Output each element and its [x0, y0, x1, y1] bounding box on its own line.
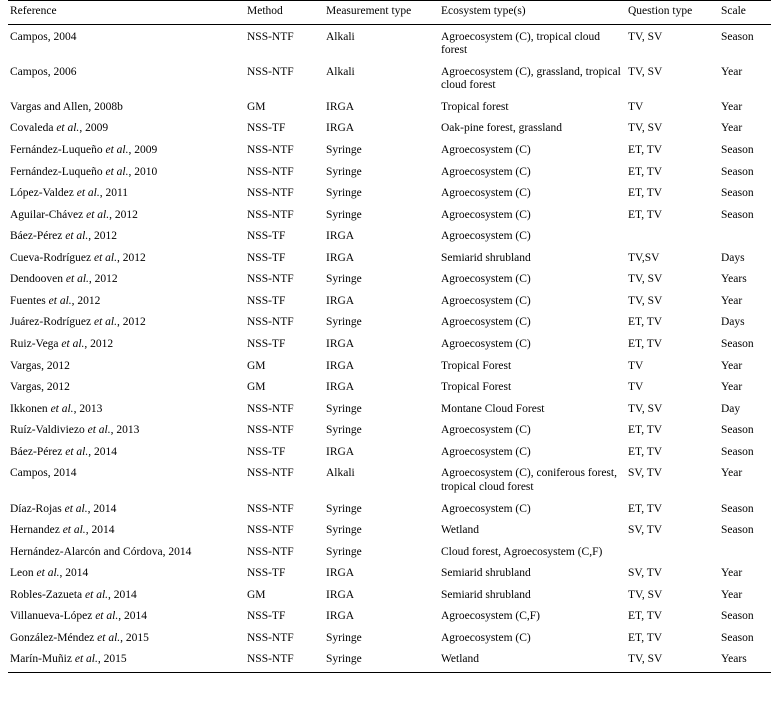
cell-method: NSS-NTF [247, 208, 294, 221]
table-row [8, 162, 771, 184]
reference-author: Hernandez [10, 524, 63, 537]
cell-question-type: TV, SV [628, 122, 663, 135]
cell-scale: Season [721, 445, 754, 458]
reference-etal: et al. [105, 165, 129, 178]
cell-scale: Year [721, 567, 743, 580]
cell-question-type: ET, TV [628, 165, 663, 178]
cell-ecosystem-type: Agroecosystem (C) [441, 230, 531, 243]
reference-year: , 2014 [87, 502, 117, 515]
reference-year: , 2012 [88, 230, 117, 243]
cell-question-type: TV [628, 381, 644, 394]
column-header-ecosystem-type: Ecosystem type(s) [439, 1, 626, 25]
table-row [8, 520, 771, 542]
cell-scale [719, 542, 771, 564]
reference-year: , 2012 [109, 208, 138, 221]
cell-scale: Years [719, 649, 771, 672]
cell-reference [8, 312, 245, 334]
cell-measurement-type: IRGA [326, 122, 355, 135]
table-body [8, 24, 771, 672]
cell-scale: Days [721, 316, 745, 329]
cell-reference [8, 140, 245, 162]
cell-reference [8, 183, 245, 205]
cell-method: NSS-NTF [247, 143, 294, 156]
cell-scale: Season [721, 424, 754, 437]
cell-method: NSS-NTF [247, 273, 294, 286]
cell-measurement-type: IRGA [326, 588, 355, 601]
cell-question-type: ET, TV [628, 143, 663, 156]
cell-reference [8, 62, 245, 97]
reference-year: , 2009 [79, 122, 109, 135]
table-header-row [8, 1, 771, 25]
cell-ecosystem-type: Agroecosystem (C,F) [441, 610, 541, 623]
reference-author: Vargas and Allen, 2008b [10, 100, 123, 113]
cell-ecosystem-type: Wetland [441, 524, 480, 537]
cell-question-type: TV, SV [628, 273, 663, 286]
table-row [8, 24, 771, 62]
reference-author: Báez-Pérez [10, 230, 66, 243]
cell-ecosystem-type: Tropical Forest [441, 381, 512, 394]
cell-ecosystem-type: Agroecosystem (C) [441, 273, 531, 286]
reference-author: Báez-Pérez [10, 445, 66, 458]
cell-scale: Season [721, 524, 754, 537]
reference-year: , 2012 [71, 294, 101, 307]
reference-etal: et al. [36, 567, 60, 580]
cell-reference [8, 97, 245, 119]
cell-ecosystem-type: Wetland [439, 649, 626, 672]
cell-reference [8, 442, 245, 464]
cell-measurement-type: Syringe [326, 165, 362, 178]
cell-scale: Season [721, 208, 754, 221]
cell-reference [8, 118, 245, 140]
reference-year: , 2015 [120, 631, 149, 644]
cell-reference [8, 334, 245, 356]
table-row [8, 420, 771, 442]
cell-scale: Day [721, 402, 741, 415]
cell-question-type: SV, TV [628, 467, 663, 480]
cell-scale: Year [721, 467, 743, 480]
column-header-scale: Scale [719, 1, 771, 25]
reference-etal: et al. [87, 424, 111, 437]
reference-etal: et al. [65, 273, 89, 286]
cell-measurement-type: IRGA [326, 445, 355, 458]
cell-question-type: TV, SV [628, 65, 663, 78]
reference-author: Dendooven [10, 273, 66, 286]
cell-scale: Season [721, 502, 754, 515]
table-row [8, 356, 771, 378]
cell-ecosystem-type: Montane Cloud Forest [441, 402, 545, 415]
cell-measurement-type: Syringe [326, 208, 362, 221]
cell-measurement-type: Syringe [326, 273, 362, 286]
cell-reference [8, 377, 245, 399]
cell-ecosystem-type: Agroecosystem (C) [441, 502, 531, 515]
cell-scale: Season [721, 165, 754, 178]
cell-ecosystem-type: Agroecosystem (C), coniferous forest, tropical cloud forest [441, 467, 617, 493]
cell-ecosystem-type: Cloud forest, Agroecosystem (C,F) [441, 545, 603, 558]
cell-measurement-type: Syringe [326, 187, 362, 200]
reference-year: , 2012 [117, 251, 146, 264]
cell-method: NSS-NTF [245, 649, 324, 672]
cell-measurement-type: Syringe [326, 424, 362, 437]
cell-question-type: ET, TV [628, 338, 663, 350]
cell-reference [8, 606, 245, 628]
cell-measurement-type: Syringe [324, 649, 439, 672]
cell-question-type: ET, TV [628, 208, 663, 221]
reference-author: López-Valdez [10, 187, 77, 200]
reference-author: Campos, 2004 [10, 30, 77, 43]
reference-etal: et al. [97, 631, 121, 644]
cell-reference [8, 226, 245, 248]
reference-author: González-Méndez [10, 631, 98, 644]
reference-etal: et al. [105, 143, 129, 156]
cell-method: NSS-TF [247, 294, 286, 307]
reference-etal: et al. [65, 445, 89, 458]
table-row [8, 334, 771, 356]
cell-ecosystem-type: Agroecosystem (C), tropical cloud forest [441, 30, 601, 57]
cell-scale: Season [721, 30, 754, 43]
cell-reference [8, 356, 245, 378]
cell-measurement-type: IRGA [326, 230, 355, 243]
cell-measurement-type: IRGA [326, 251, 355, 264]
cell-measurement-type: Syringe [326, 316, 362, 329]
cell-measurement-type: IRGA [326, 338, 355, 350]
cell-reference [8, 269, 245, 291]
reference-year: , 2014 [118, 610, 147, 623]
reference-author: Ikkonen [10, 402, 51, 415]
cell-scale: Season [721, 631, 754, 644]
cell-measurement-type: IRGA [326, 100, 355, 113]
reference-etal: et al. [85, 588, 109, 601]
cell-ecosystem-type: Agroecosystem (C) [441, 294, 531, 307]
reference-author: Robles-Zazueta [10, 588, 86, 601]
cell-scale: Year [721, 294, 743, 307]
cell-measurement-type: IRGA [326, 294, 355, 307]
column-header-method: Method [245, 1, 324, 25]
cell-method: GM [247, 359, 266, 372]
cell-measurement-type: Syringe [326, 524, 362, 537]
cell-method: NSS-TF [247, 230, 286, 243]
reference-etal: et al. [65, 230, 89, 243]
cell-method: NSS-TF [247, 338, 286, 350]
column-header-reference: Reference [8, 1, 245, 25]
reference-etal: et al. [86, 208, 110, 221]
reference-year: , 2014 [108, 588, 137, 601]
cell-ecosystem-type: Agroecosystem (C) [441, 445, 531, 458]
cell-method: NSS-NTF [247, 502, 294, 515]
cell-reference [8, 585, 245, 607]
table-row [8, 118, 771, 140]
cell-scale: Year [721, 65, 743, 78]
cell-method: GM [247, 381, 266, 394]
cell-measurement-type: Syringe [326, 545, 362, 558]
reference-etal: et al. [76, 187, 100, 200]
cell-reference [8, 563, 245, 585]
reference-year: , 2013 [73, 402, 103, 415]
table-header [8, 1, 771, 25]
cell-question-type [626, 542, 719, 564]
cell-method: NSS-TF [247, 122, 286, 135]
reference-etal: et al. [95, 610, 119, 623]
cell-ecosystem-type: Semiarid shrubland [441, 251, 531, 264]
cell-measurement-type: IRGA [326, 359, 355, 372]
reference-year: , 2010 [128, 165, 158, 178]
cell-reference [8, 205, 245, 227]
cell-method: NSS-NTF [247, 402, 294, 415]
table-row [8, 205, 771, 227]
table-row [8, 628, 771, 650]
reference-year: , 2012 [116, 316, 146, 329]
cell-scale: Year [721, 588, 743, 601]
table-row [8, 585, 771, 607]
cell-question-type: TV, SV [628, 30, 663, 43]
cell-method: NSS-NTF [247, 30, 294, 43]
column-header-measurement-type: Measurement type [324, 1, 439, 25]
cell-scale: Season [721, 143, 754, 156]
table-row [8, 606, 771, 628]
cell-measurement-type: Alkali [326, 467, 355, 480]
reference-author: Covaleda [10, 122, 57, 135]
cell-question-type: TV, SV [628, 294, 663, 307]
cell-reference [8, 463, 245, 498]
cell-reference [8, 248, 245, 270]
table-row [8, 542, 771, 564]
cell-measurement-type: IRGA [326, 381, 355, 394]
table-row [8, 248, 771, 270]
table-row [8, 499, 771, 521]
cell-question-type: SV, TV [628, 567, 663, 580]
cell-method: NSS-NTF [247, 424, 294, 437]
reference-etal: et al. [48, 294, 72, 307]
cell-scale: Years [721, 273, 747, 286]
cell-reference [8, 291, 245, 313]
cell-scale: Year [721, 122, 743, 135]
cell-question-type: TV [628, 100, 644, 113]
cell-ecosystem-type: Tropical forest [441, 100, 509, 113]
cell-method: GM [247, 588, 266, 601]
reference-author: Ruiz-Vega [10, 338, 62, 350]
table-row [8, 312, 771, 334]
reference-author: Marín-Muñiz [10, 653, 75, 666]
reference-etal: et al. [62, 524, 86, 537]
reference-year: , 2013 [110, 424, 140, 437]
reference-author: Fernández-Luqueño [10, 143, 106, 156]
reference-author: Fuentes [10, 294, 49, 307]
cell-ecosystem-type: Semiarid shrubland [441, 567, 531, 580]
cell-method: NSS-NTF [247, 631, 294, 644]
reference-etal: et al. [93, 316, 117, 329]
cell-question-type: SV, TV [628, 524, 663, 537]
reference-author: Hernández-Alarcón and Córdova, 2014 [10, 545, 192, 558]
cell-question-type: TV,SV [628, 251, 660, 264]
cell-measurement-type: Alkali [326, 65, 355, 78]
reference-year: , 2014 [88, 445, 117, 458]
cell-ecosystem-type: Agroecosystem (C) [441, 208, 531, 221]
cell-question-type: ET, TV [628, 610, 663, 623]
cell-reference [8, 542, 245, 564]
reference-year: , 2014 [85, 524, 115, 537]
cell-measurement-type: IRGA [326, 610, 355, 623]
table-row [8, 377, 771, 399]
cell-reference [8, 420, 245, 442]
cell-scale: Year [721, 381, 743, 394]
cell-reference [8, 499, 245, 521]
reference-year: , 2015 [97, 653, 127, 666]
cell-method: NSS-NTF [247, 545, 294, 558]
reference-year: , 2012 [88, 273, 118, 286]
cell-reference [8, 520, 245, 542]
reference-author: Vargas, 2012 [10, 359, 70, 372]
cell-scale: Season [721, 338, 754, 350]
table-row [8, 140, 771, 162]
cell-question-type: ET, TV [628, 631, 663, 644]
cell-question-type: TV, SV [628, 588, 663, 601]
reference-author: Vargas, 2012 [10, 381, 70, 394]
cell-question-type: ET, TV [628, 187, 663, 200]
cell-question-type [626, 226, 719, 248]
reference-etal: et al. [50, 402, 74, 415]
cell-question-type: ET, TV [628, 316, 663, 329]
cell-ecosystem-type: Agroecosystem (C) [441, 316, 531, 329]
cell-measurement-type: IRGA [326, 567, 355, 580]
reference-etal: et al. [64, 502, 88, 515]
cell-question-type: ET, TV [628, 445, 663, 458]
table-row [8, 291, 771, 313]
cell-ecosystem-type: Agroecosystem (C), grassland, tropical cloud forest [441, 65, 621, 92]
table-row [8, 442, 771, 464]
cell-method: NSS-TF [247, 445, 286, 458]
cell-scale: Days [721, 251, 745, 264]
reference-year: , 2011 [99, 187, 129, 200]
cell-ecosystem-type: Agroecosystem (C) [441, 631, 531, 644]
reference-year: , 2014 [59, 567, 89, 580]
reference-etal: et al. [61, 338, 85, 350]
reference-etal: et al. [74, 653, 98, 666]
cell-question-type: ET, TV [628, 424, 663, 437]
cell-method: GM [247, 100, 266, 113]
reference-author: Díaz-Rojas [10, 502, 65, 515]
column-header-question-type: Question type [626, 1, 719, 25]
cell-ecosystem-type: Semiarid shrubland [441, 588, 531, 601]
reference-author: Villanueva-López [10, 610, 96, 623]
reference-author: Leon [10, 567, 37, 580]
cell-measurement-type: Alkali [326, 30, 355, 43]
cell-ecosystem-type: Agroecosystem (C) [441, 165, 531, 178]
table-row [8, 563, 771, 585]
cell-ecosystem-type: Agroecosystem (C) [441, 338, 531, 350]
cell-question-type: TV, SV [626, 649, 719, 672]
cell-scale [719, 226, 771, 248]
cell-question-type: ET, TV [628, 502, 663, 515]
cell-method: NSS-TF [247, 610, 286, 623]
cell-question-type: TV [628, 359, 644, 372]
table-row [8, 226, 771, 248]
cell-method: NSS-NTF [247, 65, 294, 78]
cell-method: NSS-NTF [247, 187, 294, 200]
reference-author: Juárez-Rodríguez [10, 316, 94, 329]
cell-method: NSS-NTF [247, 165, 294, 178]
cell-ecosystem-type: Agroecosystem (C) [441, 143, 531, 156]
cell-reference [8, 24, 245, 62]
reference-author: Campos, 2014 [10, 467, 77, 480]
table-row [8, 399, 771, 421]
table-row [8, 269, 771, 291]
table-row [8, 463, 771, 498]
cell-ecosystem-type: Oak-pine forest, grassland [441, 122, 563, 135]
study-summary-table [8, 0, 771, 673]
cell-measurement-type: Syringe [326, 631, 362, 644]
reference-year: , 2009 [128, 143, 158, 156]
reference-etal: et al. [56, 122, 80, 135]
table-row [8, 183, 771, 205]
cell-question-type: TV, SV [628, 402, 663, 415]
cell-method: NSS-TF [247, 251, 286, 264]
cell-measurement-type: Syringe [326, 143, 362, 156]
cell-reference [8, 649, 245, 672]
cell-method: NSS-NTF [247, 524, 294, 537]
table-row [8, 62, 771, 97]
cell-ecosystem-type: Agroecosystem (C) [441, 424, 531, 437]
reference-author: Campos, 2006 [10, 65, 77, 78]
reference-author: Aguilar-Chávez [10, 208, 87, 221]
cell-method: NSS-NTF [247, 316, 294, 329]
cell-method: NSS-TF [247, 567, 286, 580]
cell-method: NSS-NTF [247, 467, 294, 480]
reference-author: Fernández-Luqueño [10, 165, 106, 178]
cell-measurement-type: Syringe [326, 502, 362, 515]
reference-year: , 2012 [84, 338, 114, 350]
cell-scale: Season [721, 187, 754, 200]
cell-ecosystem-type: Agroecosystem (C) [441, 187, 531, 200]
reference-author: Ruíz-Valdiviezo [10, 424, 88, 437]
cell-scale: Season [721, 610, 754, 623]
cell-reference [8, 628, 245, 650]
reference-etal: et al. [94, 251, 117, 264]
cell-scale: Year [721, 100, 743, 113]
cell-reference [8, 162, 245, 184]
cell-ecosystem-type: Tropical Forest [441, 359, 512, 372]
cell-reference [8, 399, 245, 421]
cell-measurement-type: Syringe [326, 402, 362, 415]
table-row [8, 649, 771, 672]
table-row [8, 97, 771, 119]
cell-scale: Year [721, 359, 743, 372]
reference-author: Cueva-Rodríguez [10, 251, 94, 264]
